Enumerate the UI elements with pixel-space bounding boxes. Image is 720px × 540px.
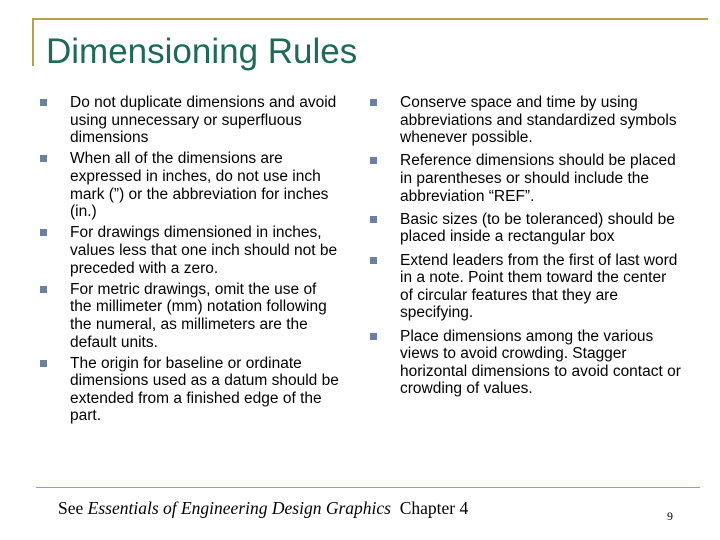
bullet-text: Extend leaders from the first of last word in a note. Point them toward the center of circular features that they are specifying. [400, 251, 678, 322]
footer-reference [58, 498, 468, 519]
square-bullet-icon [370, 99, 377, 106]
square-bullet-icon [370, 333, 377, 340]
square-bullet-icon [40, 155, 47, 162]
list-item [40, 150, 340, 220]
bullet-text: The origin for baseline or ordinate dimensions used as a datum should be extended from a finished edge of the part. [70, 354, 339, 425]
footer-book-title: Essentials of Engineering Design Graphics [87, 498, 391, 518]
list-item [370, 94, 682, 147]
square-bullet-icon [40, 229, 47, 236]
list-item [40, 94, 340, 147]
square-bullet-icon [40, 99, 47, 106]
square-bullet-icon [370, 157, 377, 164]
list-item [370, 252, 682, 322]
frame-vertical-line [32, 18, 34, 66]
bullet-text: For drawings dimensioned in inches, values less that one inch should not be preceded with a zero. [70, 224, 338, 277]
footer-prefix: See [58, 498, 88, 518]
square-bullet-icon [370, 257, 377, 264]
frame-horizontal-line [32, 18, 708, 20]
list-item [40, 224, 340, 277]
list-item [40, 355, 340, 425]
footer-divider [36, 487, 700, 488]
footer-chapter: Chapter 4 [390, 498, 469, 518]
square-bullet-icon [40, 360, 47, 367]
bullet-text: Reference dimensions should be placed in parentheses or should include the abbreviation “REF”. [400, 152, 676, 205]
right-bullet-list [370, 94, 682, 403]
square-bullet-icon [370, 216, 377, 223]
list-item [370, 152, 682, 205]
left-bullet-list [40, 94, 340, 429]
bullet-text: Basic sizes (to be toleranced) should be placed inside a rectangular box [400, 210, 675, 246]
slide-title: Dimensioning Rules [46, 32, 358, 71]
list-item [40, 281, 340, 351]
bullet-text: When all of the dimensions are expressed in inches, do not use inch mark (”) or the abbreviation for inches (in.) [70, 150, 329, 221]
bullet-text: For metric drawings, omit the use of the millimeter (mm) notation following the numeral, as millimeters are the default units. [70, 280, 327, 351]
bullet-text: Place dimensions among the various views to avoid crowding. Stagger horizontal dimensions to avoid contact or crowding of values. [400, 327, 681, 398]
list-item [370, 328, 682, 398]
bullet-text: Conserve space and time by using abbreviations and standardized symbols whenever possible. [400, 94, 677, 147]
list-item [370, 211, 682, 246]
page-number: 9 [667, 509, 673, 523]
bullet-text: Do not duplicate dimensions and avoid using unnecessary or superfluous dimensions [70, 94, 337, 147]
square-bullet-icon [40, 286, 47, 293]
